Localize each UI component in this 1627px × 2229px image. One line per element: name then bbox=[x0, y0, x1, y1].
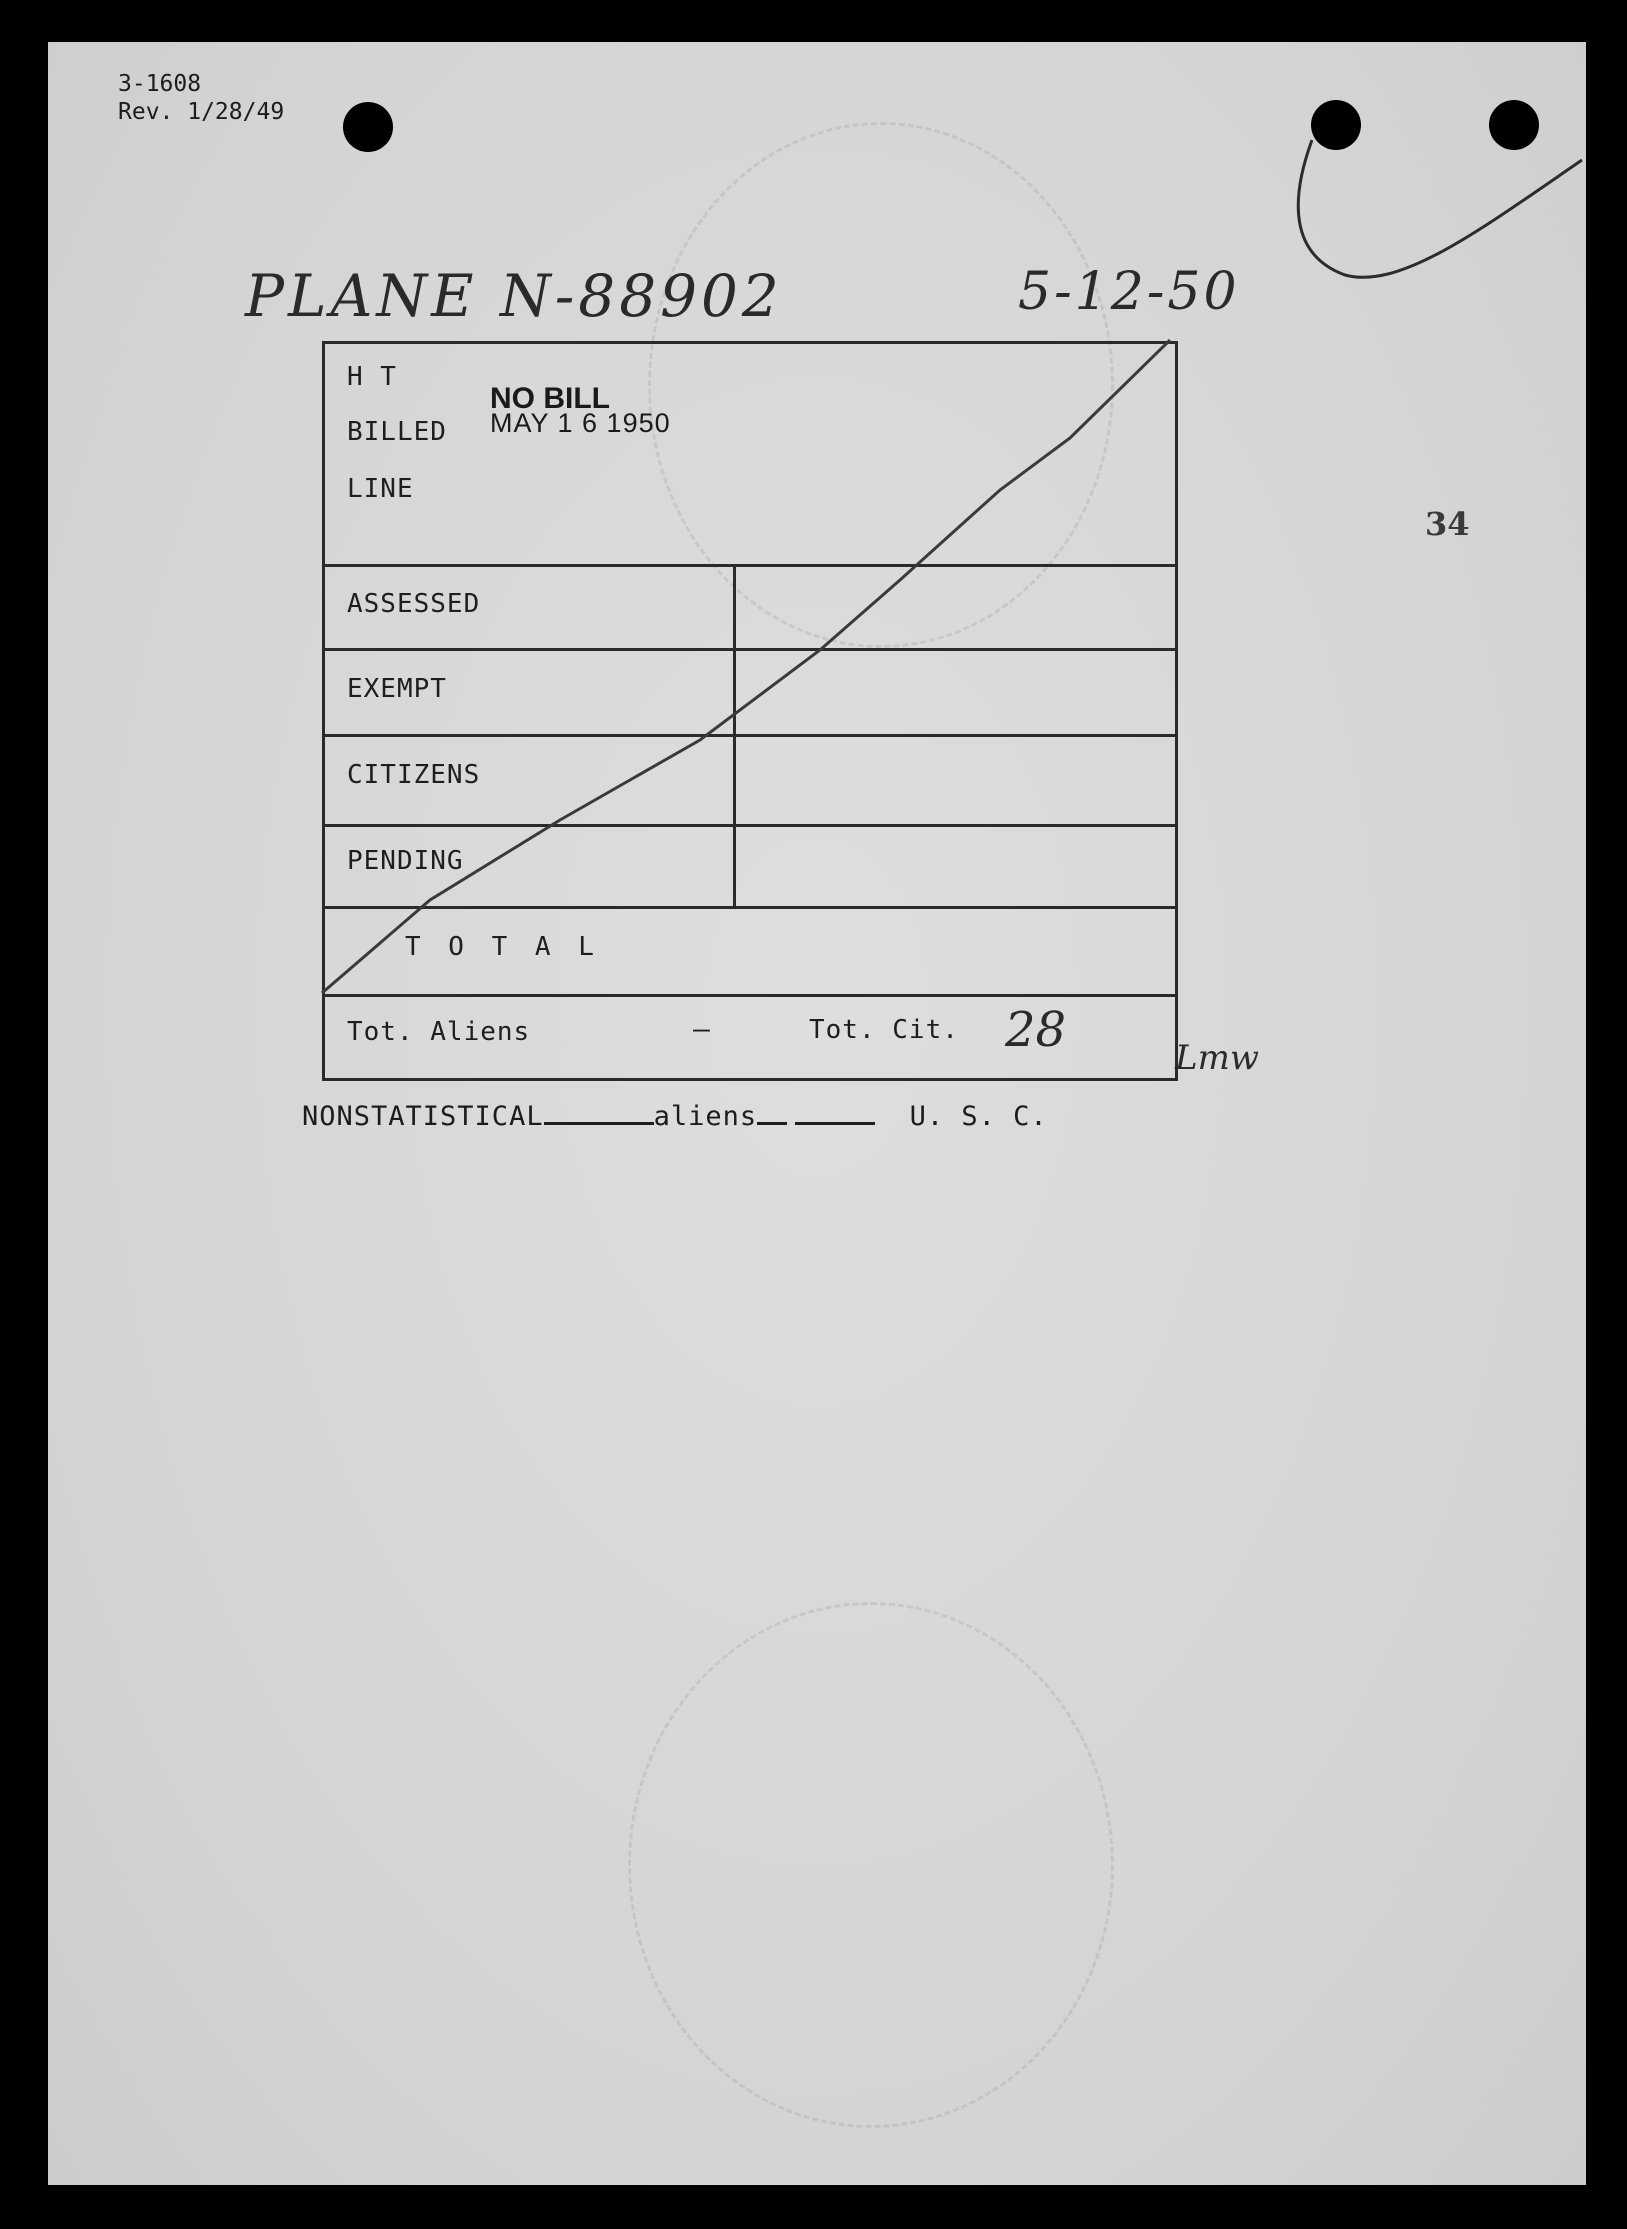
row-assessed: ASSESSED bbox=[347, 589, 481, 619]
stamp-date: MAY 1 6 1950 bbox=[490, 408, 671, 438]
page-number: 34 bbox=[1425, 505, 1470, 543]
handwritten-plane-number: PLANE N-88902 bbox=[245, 262, 783, 330]
total-label: T O T A L bbox=[405, 932, 600, 962]
tot-aliens-value: — bbox=[693, 1012, 711, 1045]
label-billed: BILLED bbox=[347, 417, 447, 447]
usc-label: U. S. C. bbox=[909, 1101, 1048, 1132]
handwritten-initials: Lmw bbox=[1175, 1038, 1259, 1078]
handwritten-citizen-count: 28 bbox=[1005, 1002, 1067, 1058]
label-line: LINE bbox=[347, 474, 414, 504]
tot-aliens-label: Tot. Aliens bbox=[347, 1017, 531, 1047]
cancel-line bbox=[322, 340, 1170, 993]
label-ht: H T bbox=[347, 362, 397, 392]
handwritten-date: 5-12-50 bbox=[1018, 262, 1240, 322]
row-citizens: CITIZENS bbox=[347, 760, 481, 790]
tot-cit-label: Tot. Cit. bbox=[809, 1015, 959, 1045]
aliens-label: aliens bbox=[653, 1101, 758, 1132]
row-pending: PENDING bbox=[347, 846, 464, 876]
form-number: 3-1608 bbox=[118, 71, 202, 97]
corner-curve bbox=[1298, 140, 1582, 277]
nonstatistical-label: NONSTATISTICAL bbox=[302, 1101, 544, 1132]
stamp-no-bill: NO BILL bbox=[490, 382, 610, 415]
form-revision: Rev. 1/28/49 bbox=[118, 99, 285, 125]
row-exempt: EXEMPT bbox=[347, 674, 447, 704]
